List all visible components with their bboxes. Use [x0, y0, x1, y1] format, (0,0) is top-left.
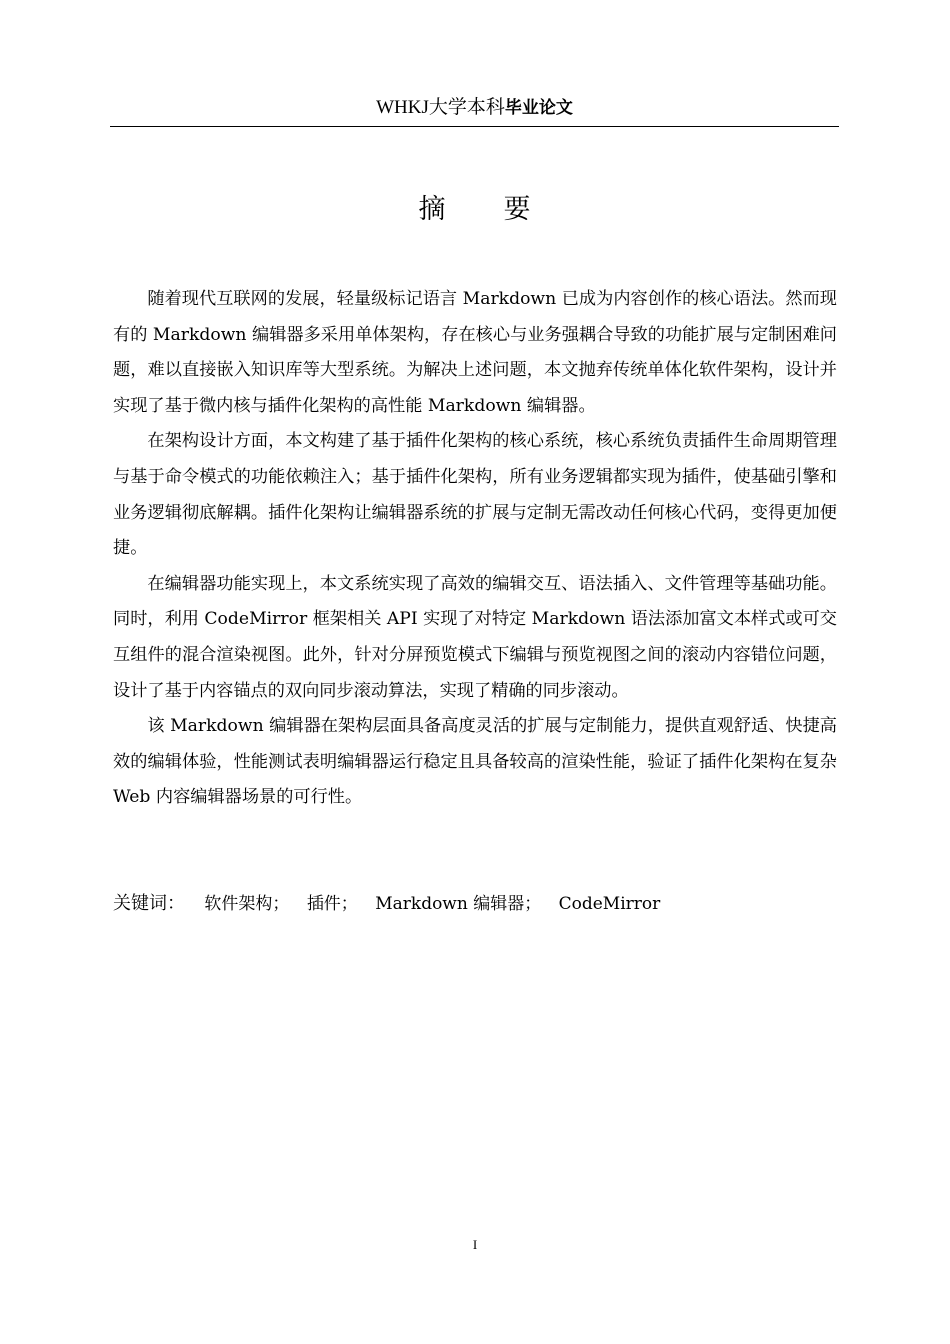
abstract-paragraph-4: 该 Markdown 编辑器在架构层面具备高度灵活的扩展与定制能力，提供直观舒适、快捷高效的编辑体验，性能测试表明编辑器运行稳定且具备较高的渲染性能，验证了插件化架构在复杂 Web 内容编辑器场景的可行性。: [113, 716, 837, 808]
abstract-body: [113, 282, 837, 816]
keyword-item: 软件架构；: [204, 894, 290, 914]
keyword-item: CodeMirror: [558, 894, 661, 914]
abstract-paragraph-3: 在编辑器功能实现上，本文系统实现了高效的编辑交互、语法插入、文件管理等基础功能。同时，利用 CodeMirror 框架相关 API 实现了对特定 Markdown 语法添加富文本样式或可交互组件的混合渲染视图。此外，针对分屏预览模式下编辑与预览视图之间的滚动内容错位问题，设计了基于内容锚点的双向同步滚动算法，实现了精确的同步滚动。: [113, 573, 837, 701]
header-title-main: WHKJ大学本科: [376, 97, 505, 118]
keywords-line: [113, 887, 837, 921]
page-number: I: [472, 1237, 478, 1252]
keyword-item: 插件；: [306, 894, 358, 914]
keywords-label: 关键词：: [113, 893, 185, 914]
header-title-bold: 毕业论文: [504, 98, 573, 118]
page-header: [110, 92, 839, 127]
abstract-paragraph-2: 在架构设计方面，本文构建了基于插件化架构的核心系统，核心系统负责插件生命周期管理与基于命令模式的功能依赖注入；基于插件化架构，所有业务逻辑都实现为插件，使基础引擎和业务逻辑彻底解耦。插件化架构让编辑器系统的扩展与定制无需改动任何核心代码，变得更加便捷。: [113, 431, 837, 559]
keyword-item: Markdown 编辑器；: [375, 894, 542, 914]
abstract-title: 摘要: [418, 194, 589, 225]
abstract-paragraph-1: 随着现代互联网的发展，轻量级标记语言 Markdown 已成为内容创作的核心语法。然而现有的 Markdown 编辑器多采用单体架构，存在核心与业务强耦合导致的功能扩展与定制困难问题，难以直接嵌入知识库等大型系统。为解决上述问题，本文抛弃传统单体化软件架构，设计并实现了基于微内核与插件化架构的高性能 Markdown 编辑器。: [113, 289, 837, 416]
